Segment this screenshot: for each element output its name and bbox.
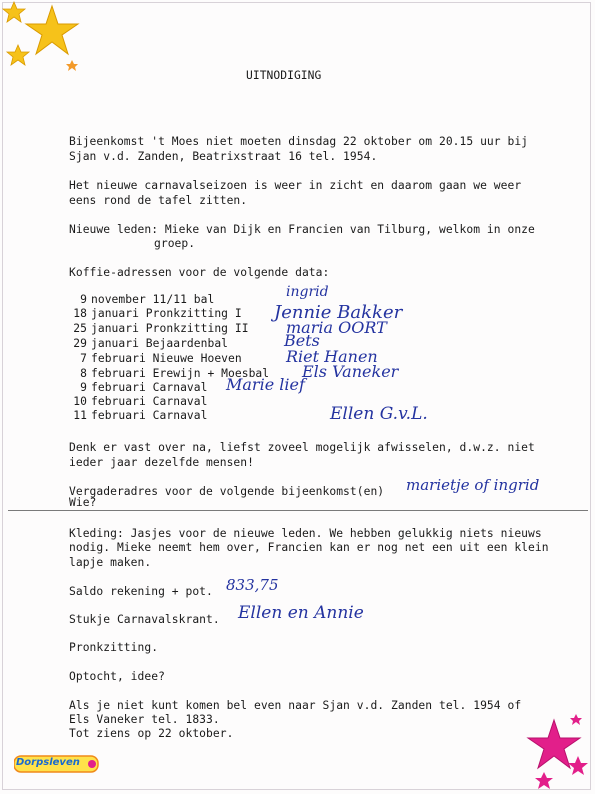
closing-line-2: Els Vaneker tel. 1833. <box>69 713 220 726</box>
date-day: 18 <box>73 307 87 320</box>
krant-label: Stukje Carnavalskrant. <box>69 613 220 626</box>
date-handwritten-name: Jennie Bakker <box>274 302 403 323</box>
intro-line-2: Sjan v.d. Zanden, Beatrixstraat 16 tel. 1954. <box>69 150 378 163</box>
date-handwritten-name: Ellen G.v.L. <box>330 404 428 424</box>
date-event: januari Pronkzitting I <box>91 307 242 320</box>
date-day: 11 <box>73 409 87 422</box>
meeting-handwritten: marietje of ingrid <box>406 476 540 494</box>
gold-star-icon <box>0 0 90 80</box>
meeting-line-2: Wie? <box>69 496 97 509</box>
closing-line-3: Tot ziens op 22 oktober. <box>69 727 234 740</box>
intro-line-1: Bijeenkomst 't Moes niet moeten dinsdag 22 oktober om 20.15 uur bij <box>69 135 529 148</box>
date-day: 7 <box>80 352 87 365</box>
date-day: 25 <box>73 322 87 335</box>
season-line-2: eens rond de tafel zitten. <box>69 194 248 207</box>
pink-star-icon <box>520 712 595 794</box>
date-event: januari Pronkzitting II <box>91 322 249 335</box>
saldo-value: 833,75 <box>226 576 279 594</box>
date-event: januari Bejaardenbal <box>91 337 229 350</box>
coffee-heading: Koffie-adressen voor de volgende data: <box>69 266 330 279</box>
date-day: 9 <box>80 381 87 394</box>
closing-line-1: Als je niet kunt komen bel even naar Sjan v.d. Zanden tel. 1954 of <box>69 699 522 712</box>
divider-line <box>8 510 588 511</box>
clothing-line-2: nodig. Mieke neemt hem over, Francien kan er nog net een uit een klein <box>69 541 549 554</box>
date-day: 10 <box>73 395 87 408</box>
date-handwritten-name: Bets <box>284 331 320 350</box>
date-day: 8 <box>80 367 87 380</box>
clothing-line-1: Kleding: Jasjes voor de nieuwe leden. We hebben gelukkig niets nieuws <box>69 527 542 540</box>
date-handwritten-name: Marie lief <box>226 375 305 394</box>
date-event: februari Erewijn + Moesbal <box>91 367 270 380</box>
saldo-label: Saldo rekening + pot. <box>69 585 213 598</box>
krant-value: Ellen en Annie <box>238 603 364 623</box>
date-event: februari Nieuwe Hoeven <box>91 352 242 365</box>
date-handwritten-name: ingrid <box>286 284 329 300</box>
think-line-2: ieder jaar dezelfde mensen! <box>69 456 254 469</box>
date-day: 9 <box>80 293 87 306</box>
new-members-line-1: Nieuwe leden: Mieke van Dijk en Francien van Tilburg, welkom in onze <box>69 223 535 236</box>
site-logo[interactable] <box>14 753 100 775</box>
logo-text: Dorpsleven <box>16 757 80 768</box>
season-line-1: Het nieuwe carnavalseizoen is weer in zicht en daarom gaan we weer <box>69 179 522 192</box>
optocht: Optocht, idee? <box>69 670 165 683</box>
new-members-line-2: groep. <box>154 237 196 250</box>
date-day: 29 <box>73 337 87 350</box>
date-handwritten-name: Riet Hanen <box>286 347 378 366</box>
date-event: februari Carnaval <box>91 381 208 394</box>
date-event: november 11/11 bal <box>91 293 215 306</box>
date-handwritten-name: Els Vaneker <box>302 362 399 381</box>
meeting-line-1: Vergaderadres voor de volgende bijeenkomst(en) <box>69 485 385 498</box>
pronkzitting: Pronkzitting. <box>69 641 159 654</box>
date-event: februari Carnaval <box>91 409 208 422</box>
think-line-1: Denk er vast over na, liefst zoveel mogelijk afwisselen, d.w.z. niet <box>69 441 535 454</box>
date-handwritten-name: maria OORT <box>286 318 387 337</box>
document-title: UITNODIGING <box>246 69 322 82</box>
date-event: februari Carnaval <box>91 395 208 408</box>
clothing-line-3: lapje maken. <box>69 556 152 569</box>
